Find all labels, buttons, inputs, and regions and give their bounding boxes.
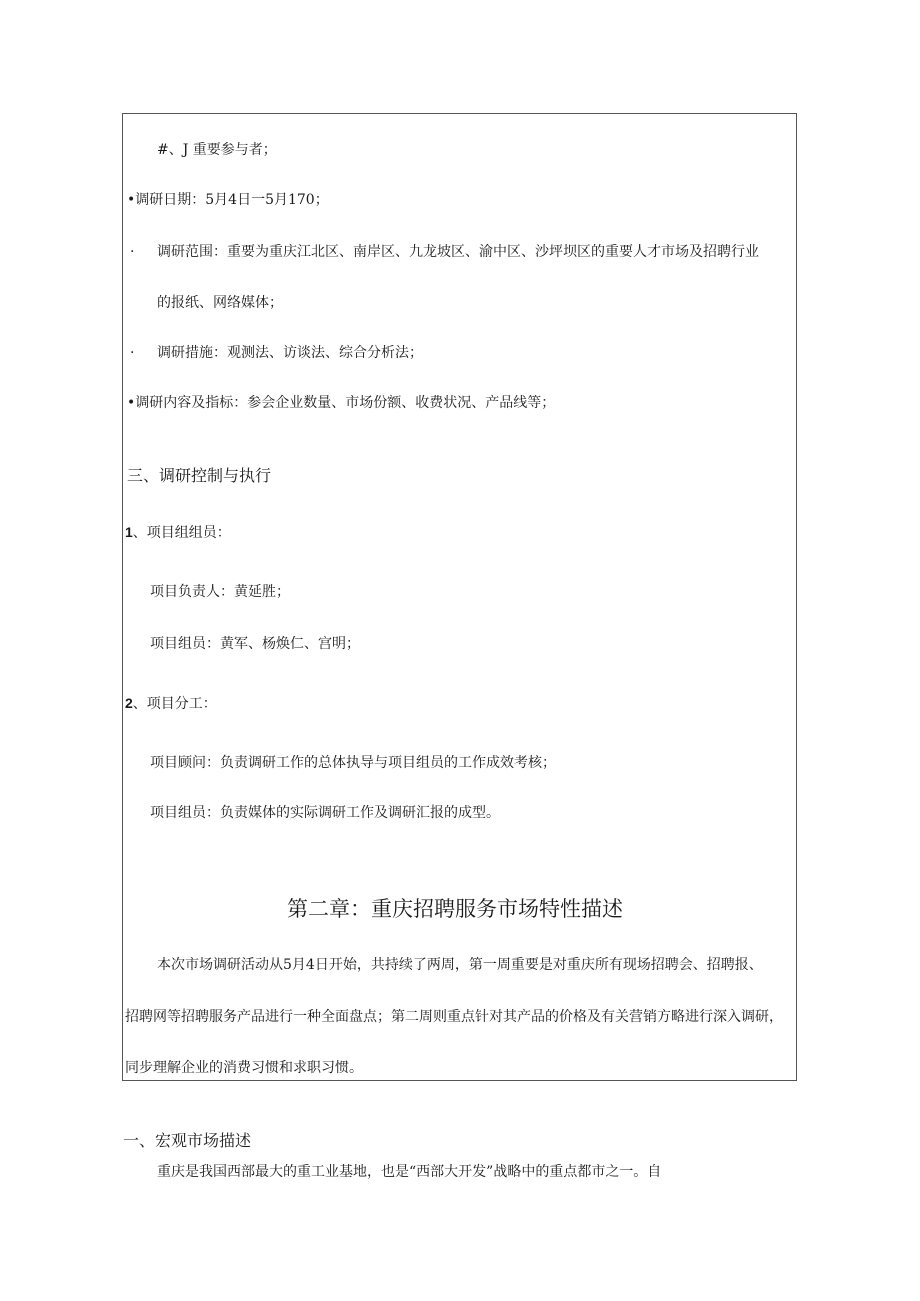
research-scope-line-1: 调研范围：重要为重庆江北区、南岸区、九龙坡区、渝中区、沙坪坝区的重要人才市场及招聘行业 [157,244,759,260]
research-date-line: •调研日期：5月4日一5月170； [127,192,329,208]
item-2-heading [125,693,217,714]
item-1-number: 1 [125,524,133,540]
bullet-icon: · [130,244,135,260]
research-content-line: •调研内容及指标：参会企业数量、市场份额、收费状况、产品线等； [127,395,556,411]
member-duty-line: 项目组员：负责媒体的实际调研工作及调研汇报的成型。 [150,805,500,821]
research-methods-line: 调研措施：观测法、访谈法、综合分析法； [157,345,423,361]
intro-paragraph-line-3: 同步理解企业的消费习惯和求职习惯。 [125,1060,363,1076]
item-1-heading [125,522,231,543]
research-scope-line-2: 的报纸、网络媒体； [157,295,283,311]
item-1-label: 、项目组组员： [132,525,231,541]
intro-paragraph-line-1: 本次市场调研活动从5月4日开始，共持续了两周，第一周重要是对重庆所有现场招聘会、招聘报、 [157,957,763,973]
advisor-duty-line: 项目顾问：负责调研工作的总体执导与项目组员的工作成效考核； [150,755,556,771]
macro-market-intro-line: 重庆是我国西部最大的重工业基地，也是“西部大开发”战略中的重点都市之一。自 [157,1164,662,1180]
intro-paragraph-line-2: 招聘网等招聘服务产品进行一种全面盘点；第二周则重点针对其产品的价格及有关营销方略进行深入调研， [125,1009,783,1025]
item-2-label: 、项目分工： [132,696,217,712]
section-3-title: 三、调研控制与执行 [127,466,272,485]
chapter-2-title: 第二章：重庆招聘服务市场特性描述 [287,897,623,921]
project-leader-line: 项目负责人：黄延胜； [150,584,290,600]
item-2-number: 2 [125,695,133,711]
participants-line: #、J 重要参与者； [157,142,277,158]
project-members-line: 项目组员：黄军、杨焕仁、宫明； [150,636,360,652]
section-1-title: 一、宏观市场描述 [123,1131,252,1150]
bullet-icon: · [130,345,135,361]
